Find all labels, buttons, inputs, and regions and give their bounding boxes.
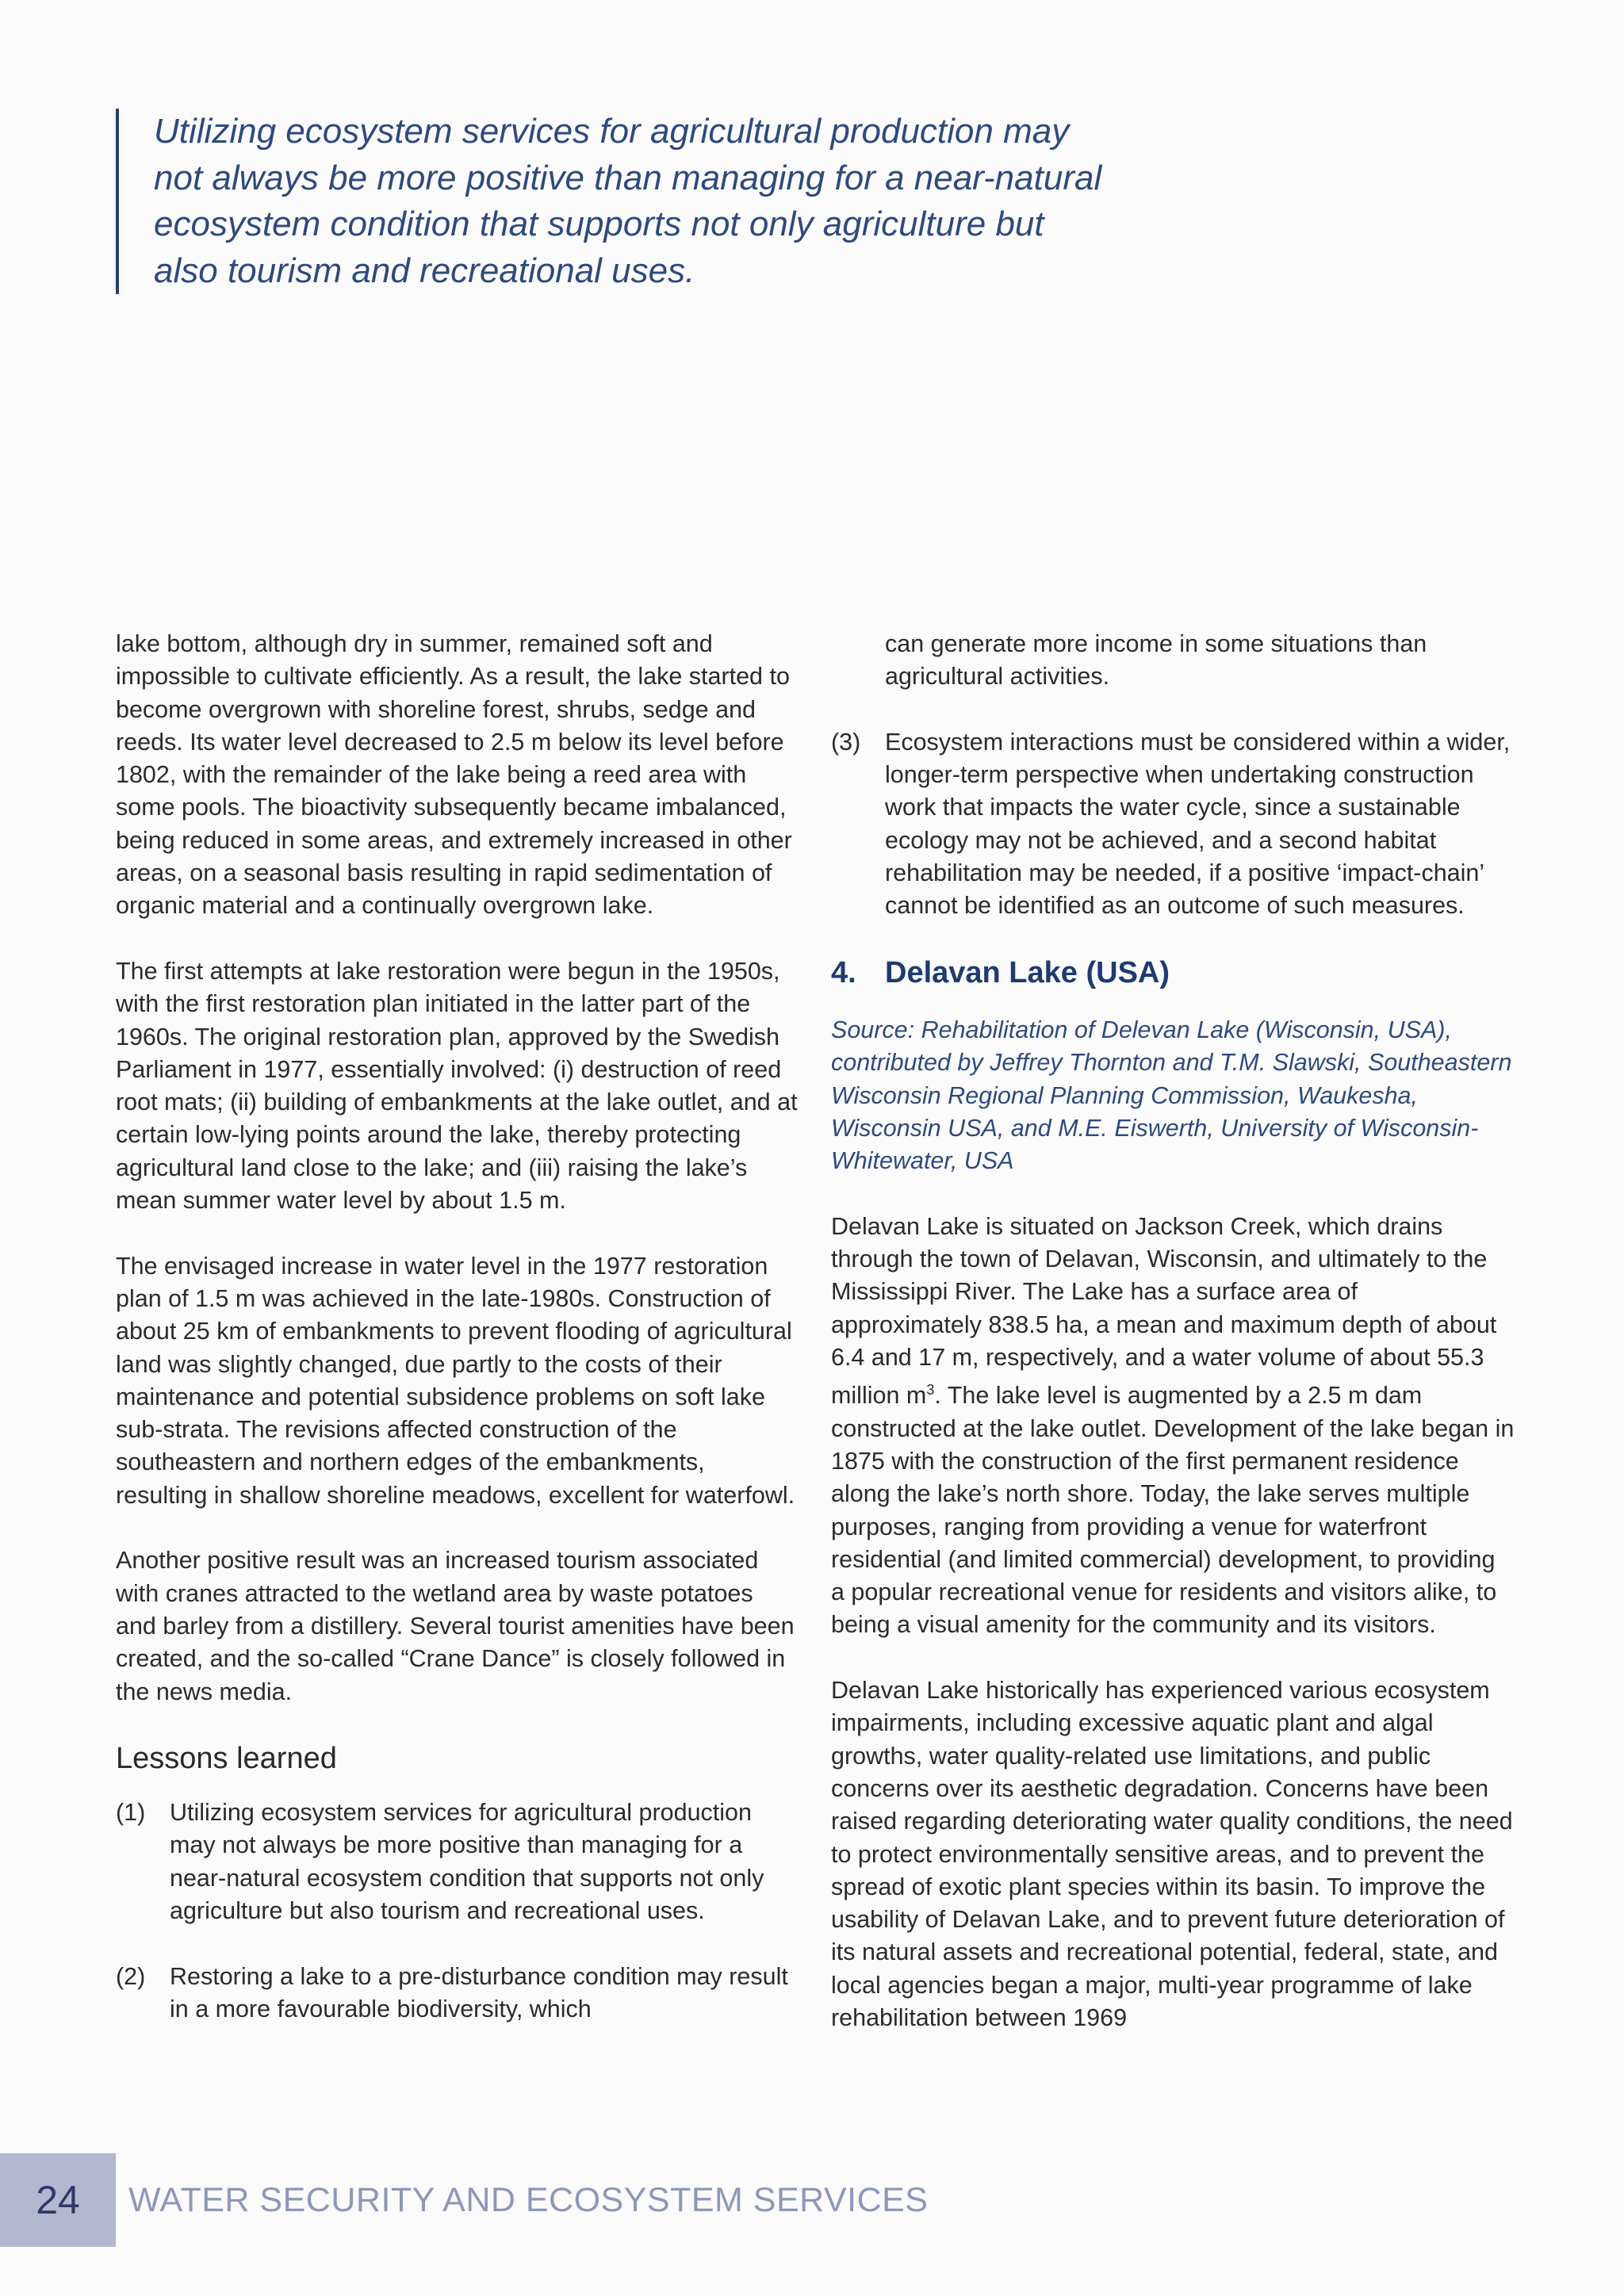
pull-quote: Utilizing ecosystem services for agricultural production may not always be more positive than managing for a near-natural ecosystem condition that supports not only agriculture but also tourism and recreational uses. <box>116 109 1105 294</box>
paragraph <box>831 1211 1515 1642</box>
paragraph: The envisaged increase in water level in the 1977 restoration plan of 1.5 m was achieved in the late-1980s. Construction of about 25 km of embankments to prevent flooding of agricultural land was slightly changed, due partly to the costs of their maintenance and potential subsidence problems on soft lake sub-strata. The revisions affected construction of the southeastern and northern edges of the embankments, resulting in shallow shoreline meadows, excellent for waterfowl. <box>116 1252 795 1509</box>
section-number: 4. <box>831 955 856 989</box>
left-column <box>116 628 799 2058</box>
list-item <box>831 726 1515 923</box>
source-note: Source: Rehabilitation of Delevan Lake (Wisconsin, USA), contributed by Jeffrey Thornton and T.M. Slawski, Southeastern Wisconsin Regional Planning Commission, Waukesha, Wisconsin USA, and M.E. Eiswerth, University of Wisconsin-Whitewater, USA <box>831 1016 1512 1175</box>
list-item-text: Utilizing ecosystem services for agricultural production may not always be more positive than managing for a near-natural ecosystem condition that supports not only agriculture but also tourism and recreational uses. <box>170 1799 764 1924</box>
list-item <box>116 1961 799 2026</box>
page-number: 24 <box>0 2153 116 2247</box>
lessons-learned-heading: Lessons learned <box>116 1742 337 1776</box>
list-item-number: (1) <box>116 1799 146 1827</box>
paragraph-text: . The lake level is augmented by a 2.5 m dam constructed at the lake outlet. Development of the lake began in 1875 with the construction of the first permanent residence along the lake’s north shore. Today, the lake serves multiple purposes, ranging from providing a venue for waterfront residential (and limited commercial) development, to providing a popular recreational venue for residents and visitors alike, to being a visual amenity for the community and its visitors. <box>831 1382 1515 1639</box>
list-item <box>116 1797 799 1927</box>
running-footer-title: WATER SECURITY AND ECOSYSTEM SERVICES <box>128 2181 929 2219</box>
paragraph: The first attempts at lake restoration were begun in the 1950s, with the first restoration plan initiated in the latter part of the 1960s. The original restoration plan, approved by the Swedish Parliament in 1977, essentially involved: (i) destruction of reed root mats; (ii) building of embankments at the lake outlet, and at certain low-lying points around the lake, thereby protecting agricultural land close to the lake; and (iii) raising the lake’s mean summer water level by about 1.5 m. <box>116 957 798 1215</box>
list-item-number: (3) <box>831 728 861 756</box>
paragraph-text: Delavan Lake is situated on Jackson Creek, which drains through the town of Delavan, Wisconsin, and ultimately to the Mississippi River. The Lake has a surface area of approximately 838.5 ha, a mean and maximum depth of about 6.4 and 17 m, respectively, and a water volume of about 55.3 million m <box>831 1212 1497 1410</box>
list-item-continuation: can generate more income in some situations than agricultural activities. <box>885 630 1427 691</box>
list-item-number: (2) <box>116 1962 146 1990</box>
paragraph: Another positive result was an increased tourism associated with cranes attracted to the wetland area by waste potatoes and barley from a distillery. Several tourist amenities have been created, and the so-called “Crane Dance” is closely followed in the news media. <box>116 1547 795 1705</box>
right-column <box>831 628 1515 2068</box>
section-heading <box>831 955 1515 990</box>
superscript: 3 <box>926 1382 935 1399</box>
paragraph: lake bottom, although dry in summer, remained soft and impossible to cultivate efficiently. As a result, the lake started to become overgrown with shoreline forest, shrubs, sedge and reeds. Its water level decreased to 2.5 m below its level before 1802, with the remainder of the lake being a reed area with some pools. The bioactivity subsequently became imbalanced, being reduced in some areas, and extremely increased in other areas, on a seasonal basis resulting in rapid sedimentation of organic material and a continually overgrown lake. <box>116 630 792 920</box>
paragraph: Delavan Lake historically has experienced various ecosystem impairments, including excessive aquatic plant and algal growths, water quality-related use limitations, and public concerns over its aesthetic degradation. Concerns have been raised regarding deteriorating water quality conditions, the need to protect environmentally sensitive areas, and to prevent the spread of exotic plant species within its basin. To improve the usability of Delavan Lake, and to prevent future deterioration of its natural assets and recreational potential, federal, state, and local agencies began a major, multi-year programme of lake rehabilitation between 1969 <box>831 1677 1513 2032</box>
section-title: Delavan Lake (USA) <box>885 955 1170 989</box>
list-item-text: Ecosystem interactions must be considered within a wider, longer-term perspective when undertaking construction work that impacts the water cycle, since a sustainable ecology may not be achieved, and a second habitat rehabilitation may be needed, if a positive ‘impact-chain’ cannot be identified as an outcome of such measures. <box>885 728 1511 920</box>
list-item-text: Restoring a lake to a pre-disturbance condition may result in a more favourable biodiversity, which <box>170 1962 788 2022</box>
